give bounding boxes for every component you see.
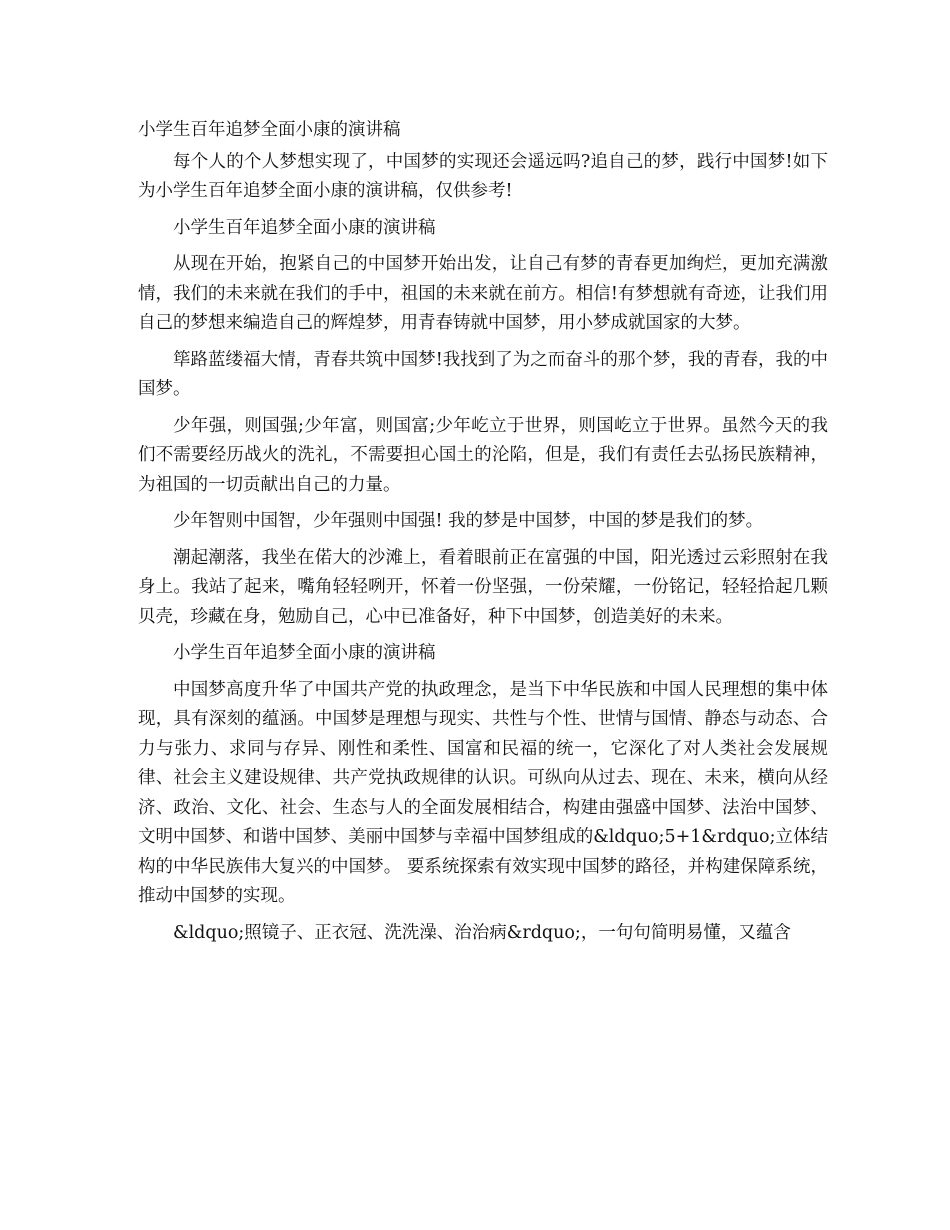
- paragraph-intro: 每个人的个人梦想实现了，中国梦的实现还会遥远吗?追自己的梦，践行中国梦!如下为小学生百年追梦全面小康的演讲稿，仅供参考!: [138, 151, 828, 201]
- paragraph-1: 从现在开始，抱紧自己的中国梦开始出发，让自己有梦的青春更加绚烂，更加充满激情，我们的未来就在我们的手中，祖国的未来就在前方。相信!有梦想就有奇迹，让我们用自己的梦想来编造自己的辉煌梦，用青春铸就中国梦，用小梦成就国家的大梦。: [138, 254, 828, 333]
- document-body: [138, 116, 828, 955]
- section-heading-1: 小学生百年追梦全面小康的演讲稿: [173, 217, 436, 238]
- paragraph-6: 中国梦高度升华了中国共产党的执政理念，是当下中华民族和中国人民理想的集中体现，具有深刻的蕴涵。中国梦是理想与现实、共性与个性、世情与国情、静态与动态、合力与张力、求同与存异、刚性和柔性、国富和民福的统一，它深化了对人类社会发展规律、社会主义建设规律、共产党执政规律的认识。可纵向从过去、现在、未来，横向从经济、政治、文化、社会、生态与人的全面发展相结合，构建由强盛中国梦、法治中国梦、文明中国梦、和谐中国梦、美丽中国梦与幸福中国梦组成的&ldquo;5+1&rdquo;立体结构的中华民族伟大复兴的中国梦。 要系统探索有效实现中国梦的路径，并构建保障系统，推动中国梦的实现。: [138, 679, 828, 906]
- paragraph-5: 潮起潮落，我坐在偌大的沙滩上，看着眼前正在富强的中国，阳光透过云彩照射在我身上。我站了起来，嘴角轻轻咧开，怀着一份坚强，一份荣耀，一份铭记，轻轻拾起几颗贝壳，珍藏在身，勉励自己，心中已准备好，种下中国梦，创造美好的未来。: [138, 547, 828, 627]
- paragraph-4: 少年智则中国智，少年强则中国强! 我的梦是中国梦，中国的梦是我们的梦。: [173, 511, 764, 531]
- paragraph-2: 筚路蓝缕福大情，青春共筑中国梦!我找到了为之而奋斗的那个梦，我的青春，我的中国梦。: [138, 349, 828, 399]
- paragraph-7: &ldquo;照镜子、正衣冠、洗洗澡、治治病&rdquo;，一句句简明易懂，又蕴含: [173, 922, 791, 943]
- paragraph-3: 少年强，则国强;少年富，则国富;少年屹立于世界，则国屹立于世界。虽然今天的我们不需要经历战火的洗礼，不需要担心国土的沦陷，但是，我们有责任去弘扬民族精神，为祖国的一切贡献出自己的力量。: [138, 415, 828, 495]
- section-heading-2: 小学生百年追梦全面小康的演讲稿: [173, 643, 436, 663]
- document-title: 小学生百年追梦全面小康的演讲稿: [138, 120, 401, 140]
